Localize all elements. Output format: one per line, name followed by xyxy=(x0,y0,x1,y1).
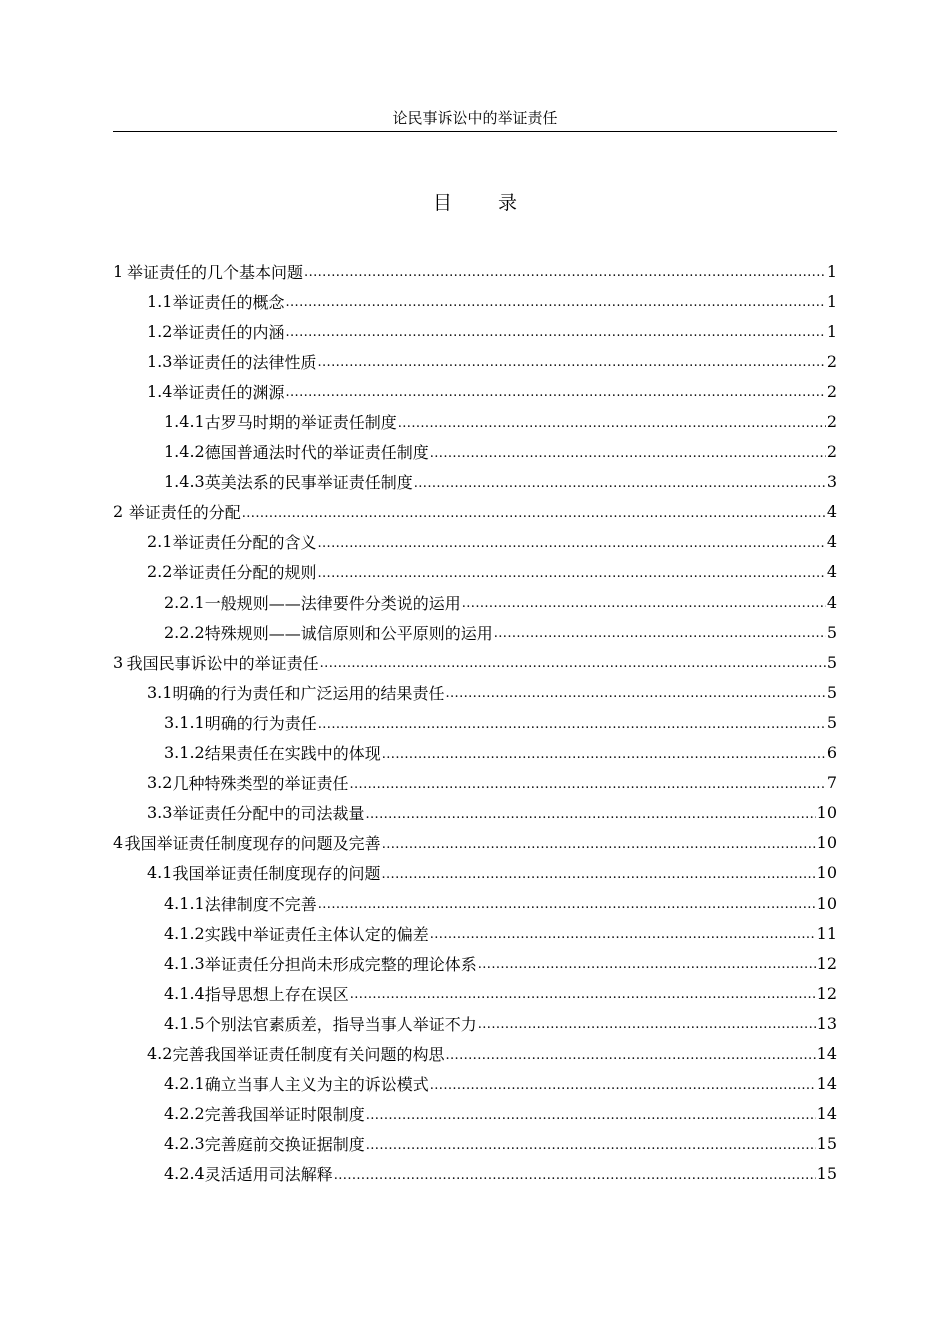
toc-leader-dots xyxy=(285,325,825,346)
toc-entry-title: 我国民事诉讼中的举证责任 xyxy=(126,653,319,673)
toc-leader-dots xyxy=(318,897,816,918)
toc-entry-page: 4 xyxy=(826,562,837,582)
toc-entry-page: 13 xyxy=(816,1013,837,1033)
toc-leader-dots xyxy=(365,807,815,828)
toc-entry-title: 指导思想上存在误区 xyxy=(204,984,349,1004)
toc-entry-number: 1.1 xyxy=(147,291,173,311)
table-of-contents xyxy=(113,256,837,1189)
toc-entry-page: 4 xyxy=(826,592,837,612)
toc-leader-dots xyxy=(349,777,825,798)
toc-entry-title: 明确的行为责任和广泛运用的结果责任 xyxy=(172,683,445,703)
toc-leader-dots xyxy=(382,837,816,858)
toc-entry-number: 1.4.1 xyxy=(164,412,205,432)
toc-leader-dots xyxy=(430,446,826,467)
toc-entry[interactable] xyxy=(113,346,837,376)
toc-entry-page: 14 xyxy=(816,1104,837,1124)
toc-leader-dots xyxy=(366,1138,816,1159)
toc-entry-title: 个别法官素质差，指导当事人举证不力 xyxy=(204,1014,477,1034)
toc-entry[interactable] xyxy=(113,316,837,346)
toc-entry-title: 几种特殊类型的举证责任 xyxy=(172,774,349,794)
toc-title-left: 目 xyxy=(432,192,452,214)
toc-entry[interactable] xyxy=(113,1159,837,1189)
toc-entry-page: 14 xyxy=(816,1074,837,1094)
toc-entry-page: 1 xyxy=(826,291,837,311)
toc-leader-dots xyxy=(285,295,825,316)
header-rule xyxy=(113,131,837,132)
toc-leader-dots xyxy=(285,385,825,406)
toc-entry-title: 举证责任的几个基本问题 xyxy=(127,262,304,282)
toc-entry-number: 3.3 xyxy=(147,803,173,823)
toc-entry[interactable] xyxy=(113,587,837,617)
toc-entry[interactable] xyxy=(113,1069,837,1099)
toc-leader-dots xyxy=(382,747,826,768)
toc-entry-number: 4.2.3 xyxy=(164,1134,205,1154)
toc-entry-title: 灵活适用司法解释 xyxy=(204,1165,333,1185)
toc-leader-dots xyxy=(445,1048,815,1069)
toc-entry-page: 11 xyxy=(816,923,837,943)
toc-entry-page: 2 xyxy=(826,381,837,401)
toc-entry-title: 一般规则——法律要件分类说的运用 xyxy=(204,593,461,613)
toc-entry-number: 1.4.3 xyxy=(164,472,205,492)
toc-entry-number: 4.1 xyxy=(147,863,173,883)
toc-entry-page: 14 xyxy=(816,1043,837,1063)
toc-entry-number: 1.3 xyxy=(147,351,173,371)
toc-entry-number: 1.4 xyxy=(147,381,173,401)
toc-entry-page: 1 xyxy=(826,261,837,281)
toc-entry-title: 完善我国举证时限制度 xyxy=(204,1105,365,1125)
toc-title xyxy=(0,188,950,215)
toc-entry-number: 4 xyxy=(113,833,124,853)
toc-entry-number: 3.1 xyxy=(147,682,173,702)
toc-entry[interactable] xyxy=(113,1129,837,1159)
toc-entry-title: 举证责任分配的含义 xyxy=(172,533,317,553)
toc-entry-page: 4 xyxy=(826,532,837,552)
toc-entry[interactable] xyxy=(113,527,837,557)
toc-entry[interactable] xyxy=(113,437,837,467)
toc-entry-page: 10 xyxy=(816,893,837,913)
toc-entry-number: 4.2.2 xyxy=(164,1104,205,1124)
toc-leader-dots xyxy=(414,476,826,497)
toc-entry-number: 3 xyxy=(113,652,124,672)
toc-entry[interactable] xyxy=(113,406,837,436)
toc-entry-page: 12 xyxy=(816,953,837,973)
toc-entry-number: 4.1.3 xyxy=(164,953,205,973)
toc-entry[interactable] xyxy=(113,467,837,497)
toc-entry[interactable] xyxy=(113,738,837,768)
toc-leader-dots xyxy=(334,1168,816,1189)
toc-entry[interactable] xyxy=(113,978,837,1008)
toc-leader-dots xyxy=(478,1017,816,1038)
toc-entry-page: 10 xyxy=(816,833,837,853)
toc-entry[interactable] xyxy=(113,617,837,647)
toc-title-right: 录 xyxy=(498,192,518,214)
toc-entry[interactable] xyxy=(113,918,837,948)
toc-entry-page: 3 xyxy=(826,472,837,492)
toc-leader-dots xyxy=(366,1108,816,1129)
toc-entry-title: 古罗马时期的举证责任制度 xyxy=(204,413,397,433)
toc-entry-number: 2.2.2 xyxy=(164,622,205,642)
toc-leader-dots xyxy=(318,717,826,738)
toc-entry[interactable] xyxy=(113,798,837,828)
toc-entry-number: 1 xyxy=(113,261,124,281)
toc-entry-title: 德国普通法时代的举证责任制度 xyxy=(204,443,429,463)
toc-leader-dots xyxy=(494,626,826,647)
toc-leader-dots xyxy=(381,867,815,888)
toc-entry-title: 特殊规则——诚信原则和公平原则的运用 xyxy=(204,623,493,643)
toc-entry-title: 实践中举证责任主体认定的偏差 xyxy=(204,924,429,944)
toc-leader-dots xyxy=(478,957,816,978)
toc-entry-number: 3.1.2 xyxy=(164,743,205,763)
toc-leader-dots xyxy=(317,566,825,587)
toc-entry-number: 2.1 xyxy=(147,532,173,552)
toc-leader-dots xyxy=(430,927,816,948)
toc-entry-number: 4.2 xyxy=(147,1043,173,1063)
toc-entry-title: 举证责任的分配 xyxy=(128,503,241,523)
toc-leader-dots xyxy=(317,536,825,557)
toc-entry-number: 2 xyxy=(113,502,124,522)
toc-entry[interactable] xyxy=(113,768,837,798)
toc-entry-title: 举证责任的内涵 xyxy=(172,322,285,342)
toc-entry-page: 2 xyxy=(826,412,837,432)
toc-entry-page: 4 xyxy=(826,502,837,522)
toc-entry[interactable] xyxy=(113,647,837,677)
toc-entry-number: 4.1.5 xyxy=(164,1013,205,1033)
toc-entry[interactable] xyxy=(113,888,837,918)
toc-entry-page: 2 xyxy=(826,442,837,462)
toc-entry[interactable] xyxy=(113,1008,837,1038)
toc-entry-page: 5 xyxy=(826,682,837,702)
toc-leader-dots xyxy=(317,355,825,376)
toc-entry[interactable] xyxy=(113,1038,837,1068)
toc-entry-number: 3.2 xyxy=(147,773,173,793)
toc-entry-number: 2.2.1 xyxy=(164,592,205,612)
toc-leader-dots xyxy=(304,265,826,286)
toc-entry-title: 完善庭前交换证据制度 xyxy=(204,1135,365,1155)
toc-entry-number: 1.2 xyxy=(147,321,173,341)
toc-entry[interactable] xyxy=(113,677,837,707)
toc-entry-page: 7 xyxy=(826,773,837,793)
toc-entry-title: 结果责任在实践中的体现 xyxy=(204,744,381,764)
toc-entry-number: 4.1.2 xyxy=(164,923,205,943)
toc-entry-title: 我国举证责任制度现存的问题 xyxy=(172,864,381,884)
toc-entry-title: 完善我国举证责任制度有关问题的构思 xyxy=(172,1044,445,1064)
toc-entry-number: 1.4.2 xyxy=(164,442,205,462)
toc-entry-page: 12 xyxy=(816,983,837,1003)
toc-entry-page: 2 xyxy=(826,351,837,371)
toc-entry-title: 举证责任的法律性质 xyxy=(172,352,317,372)
toc-entry-number: 2.2 xyxy=(147,562,173,582)
toc-entry[interactable] xyxy=(113,256,837,286)
toc-entry-title: 英美法系的民事举证责任制度 xyxy=(204,473,413,493)
toc-entry[interactable] xyxy=(113,286,837,316)
toc-entry[interactable] xyxy=(113,497,837,527)
toc-entry-title: 确立当事人主义为主的诉讼模式 xyxy=(204,1075,429,1095)
toc-entry[interactable] xyxy=(113,557,837,587)
toc-leader-dots xyxy=(398,416,826,437)
toc-entry-page: 15 xyxy=(816,1164,837,1184)
toc-entry-title: 法律制度不完善 xyxy=(204,894,317,914)
toc-entry-number: 4.1.4 xyxy=(164,983,205,1003)
toc-entry[interactable] xyxy=(113,828,837,858)
toc-entry-title: 我国举证责任制度现存的问题及完善 xyxy=(124,834,381,854)
toc-entry-page: 10 xyxy=(816,803,837,823)
toc-entry[interactable] xyxy=(113,948,837,978)
toc-entry[interactable] xyxy=(113,376,837,406)
toc-entry-page: 5 xyxy=(826,652,837,672)
toc-entry[interactable] xyxy=(113,1099,837,1129)
toc-entry-title: 明确的行为责任 xyxy=(204,713,317,733)
running-header: 论民事诉讼中的举证责任 xyxy=(392,109,558,127)
toc-entry-page: 10 xyxy=(816,863,837,883)
toc-entry-number: 4.2.4 xyxy=(164,1164,205,1184)
toc-entry-title: 举证责任分担尚未形成完整的理论体系 xyxy=(204,954,477,974)
toc-leader-dots xyxy=(242,506,826,527)
toc-entry-title: 举证责任分配的规则 xyxy=(172,563,317,583)
toc-entry-title: 举证责任的概念 xyxy=(172,292,285,312)
toc-entry[interactable] xyxy=(113,858,837,888)
toc-leader-dots xyxy=(430,1078,816,1099)
toc-entry-number: 4.2.1 xyxy=(164,1074,205,1094)
toc-entry-page: 5 xyxy=(826,712,837,732)
toc-leader-dots xyxy=(462,596,826,617)
toc-entry-page: 6 xyxy=(826,743,837,763)
toc-entry-page: 1 xyxy=(826,321,837,341)
toc-entry-title: 举证责任的渊源 xyxy=(172,382,285,402)
toc-leader-dots xyxy=(445,686,825,707)
toc-leader-dots xyxy=(320,656,826,677)
toc-entry[interactable] xyxy=(113,707,837,737)
toc-entry-title: 举证责任分配中的司法裁量 xyxy=(172,804,365,824)
toc-entry-page: 15 xyxy=(816,1134,837,1154)
toc-leader-dots xyxy=(350,987,816,1008)
toc-entry-page: 5 xyxy=(826,622,837,642)
toc-entry-number: 4.1.1 xyxy=(164,893,205,913)
toc-entry-number: 3.1.1 xyxy=(164,712,205,732)
